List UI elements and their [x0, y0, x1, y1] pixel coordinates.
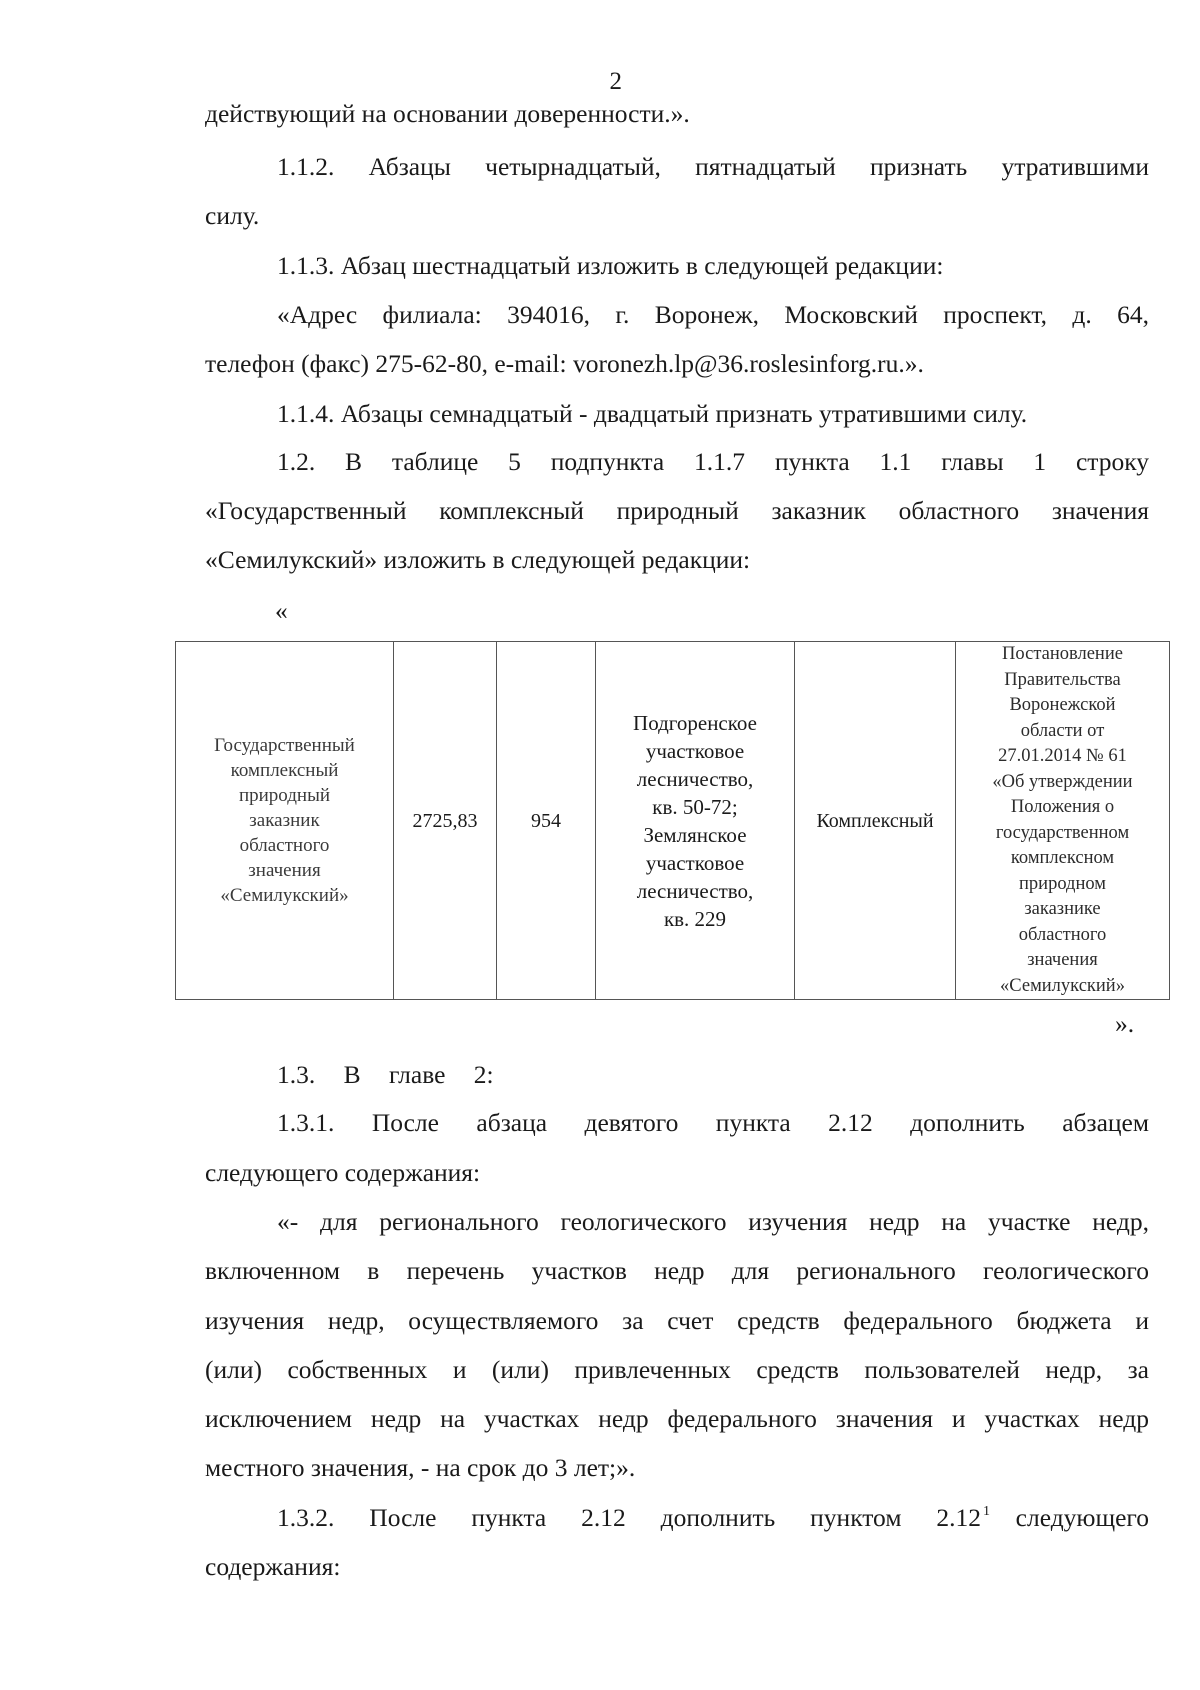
- paragraph-line: телефон (факс) 275-62-80, e-mail: voronezh.lp@36.roslesinforg.ru.».: [205, 349, 924, 378]
- paragraph-line: действующий на основании доверенности.».: [205, 99, 690, 128]
- paragraph-line-main: [277, 1505, 981, 1531]
- closing-quote: ».: [1115, 1009, 1135, 1038]
- paragraph-line: изучения недр, осуществляемого за счет средств федерального бюджета и: [205, 1308, 1149, 1335]
- paragraph-line-text: 1.3.2. После пункта 2.12 дополнить пунктом 2.12: [277, 1503, 981, 1532]
- profile-cell: Комплексный: [795, 642, 956, 1000]
- page-number: 2: [609, 68, 623, 95]
- opening-quote: «: [275, 596, 288, 625]
- number-cell: 954: [497, 642, 596, 1000]
- reserve-name-cell: Государственный комплексный природный заказник областного значения «Семилукский»: [176, 642, 394, 1000]
- paragraph-line: «Семилукский» изложить в следующей редакции:: [205, 545, 751, 574]
- paragraph-line: [277, 1505, 1149, 1531]
- superscript: 1: [983, 1504, 990, 1519]
- paragraph-line: 1.1.4. Абзацы семнадцатый - двадцатый признать утратившими силу.: [277, 399, 1028, 428]
- table-row: [176, 642, 1170, 1000]
- paragraph-line: 1.3. В главе 2:: [277, 1060, 494, 1089]
- paragraph-line: содержания:: [205, 1552, 341, 1581]
- paragraph-line: «- для регионального геологического изучения недр на участке недр,: [277, 1209, 1149, 1236]
- paragraph-line: исключением недр на участках недр федерального значения и участках недр: [205, 1406, 1149, 1433]
- paragraph-line: (или) собственных и (или) привлеченных средств пользователей недр, за: [205, 1357, 1149, 1384]
- paragraph-line: 1.1.3. Абзац шестнадцатый изложить в следующей редакции:: [277, 251, 944, 280]
- paragraph-line: включенном в перечень участков недр для регионального геологического: [205, 1258, 1149, 1285]
- area-cell: 2725,83: [394, 642, 497, 1000]
- location-cell: Подгоренское участковое лесничество, кв. 50-72; Землянское участковое лесничество, кв. 229: [596, 642, 795, 1000]
- paragraph-line: «Государственный комплексный природный заказник областного значения: [205, 498, 1149, 525]
- reserve-table: [175, 641, 1170, 1000]
- paragraph-line: 1.3.1. После абзаца девятого пункта 2.12 дополнить абзацем: [277, 1110, 1149, 1137]
- paragraph-line: местного значения, - на срок до 3 лет;».: [205, 1453, 636, 1482]
- document-cell: Постановление Правительства Воронежской области от 27.01.2014 № 61 «Об утверждении Положения о государственном комплексном природном заказнике областного значения «Семилукский»: [956, 642, 1170, 1000]
- paragraph-line: следующего содержания:: [205, 1158, 481, 1187]
- paragraph-line: 1.1.2. Абзацы четырнадцатый, пятнадцатый признать утратившими: [277, 154, 1149, 181]
- paragraph-line: 1.2. В таблице 5 подпункта 1.1.7 пункта 1.1 главы 1 строку: [277, 449, 1149, 476]
- paragraph-line-end: следующего: [1015, 1503, 1149, 1532]
- paragraph-line: силу.: [205, 201, 260, 230]
- paragraph-line: «Адрес филиала: 394016, г. Воронеж, Московский проспект, д. 64,: [277, 302, 1149, 329]
